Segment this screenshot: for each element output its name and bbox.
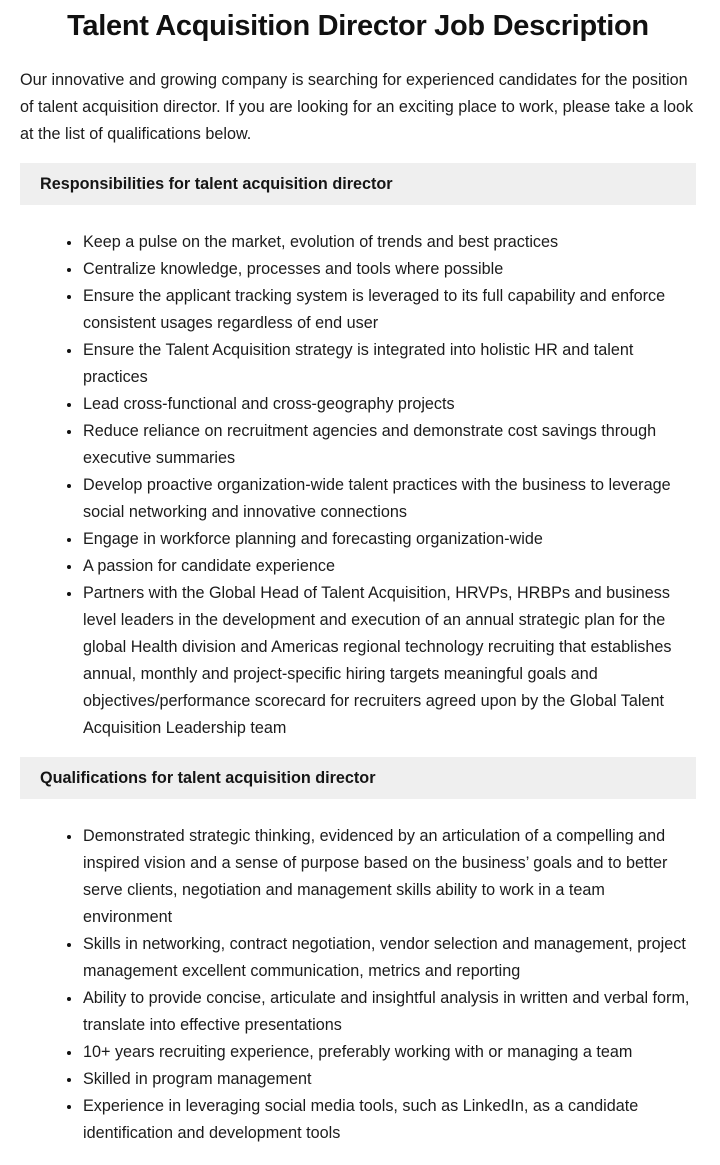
list-item: • Centralize knowledge, processes and tools where possible — [82, 256, 696, 283]
sections — [20, 163, 696, 1147]
job-section — [20, 757, 696, 1147]
list-item: • Skills in networking, contract negotiation, vendor selection and management, project management excellent communication, metrics and reporting — [82, 931, 696, 985]
section-header — [20, 163, 696, 205]
list-item: • Partners with the Global Head of Talent Acquisition, HRVPs, HRBPs and business level leaders in the development and execution of an annual strategic plan for the global Health division and Americas regional technology recruiting that establishes annual, monthly and project-specific hiring targets meaningful goals and objectives/performance scorecard for recruiters agreed upon by the Global Talent Acquisition Leadership team — [82, 580, 696, 742]
list-item: • Develop proactive organization-wide talent practices with the business to leverage social networking and innovative connections — [82, 472, 696, 526]
list-item: • Reduce reliance on recruitment agencies and demonstrate cost savings through executive summaries — [82, 418, 696, 472]
intro-paragraph: Our innovative and growing company is searching for experienced candidates for the position of talent acquisition director. If you are looking for an exciting place to work, please take a look at the list of qualifications below. — [20, 71, 694, 143]
section-heading: Responsibilities for talent acquisition director — [40, 174, 393, 193]
job-section — [20, 163, 696, 742]
list-item: • Engage in workforce planning and forecasting organization-wide — [82, 526, 696, 553]
page-title: Talent Acquisition Director Job Description — [67, 10, 649, 42]
bullet-list — [20, 823, 696, 1147]
list-item: • Ensure the applicant tracking system is leveraged to its full capability and enforce consistent usages regardless of end user — [82, 283, 696, 337]
list-item: • Lead cross-functional and cross-geography projects — [82, 391, 696, 418]
section-header — [20, 757, 696, 799]
section-heading: Qualifications for talent acquisition director — [40, 768, 376, 787]
list-item: • Demonstrated strategic thinking, evidenced by an articulation of a compelling and inspired vision and a sense of purpose based on the business’ goals and to better serve clients, negotiation and management skills ability to work in a team environment — [82, 823, 696, 931]
list-item: • Ability to provide concise, articulate and insightful analysis in written and verbal form, translate into effective presentations — [82, 985, 696, 1039]
list-item: • Keep a pulse on the market, evolution of trends and best practices — [82, 229, 696, 256]
list-item: • Experience in leveraging social media tools, such as LinkedIn, as a candidate identification and development tools — [82, 1093, 696, 1147]
bullet-list — [20, 229, 696, 742]
list-item: • 10+ years recruiting experience, preferably working with or managing a team — [82, 1039, 696, 1066]
list-item: • A passion for candidate experience — [82, 553, 696, 580]
list-item: • Ensure the Talent Acquisition strategy is integrated into holistic HR and talent practices — [82, 337, 696, 391]
list-item: • Skilled in program management — [82, 1066, 696, 1093]
